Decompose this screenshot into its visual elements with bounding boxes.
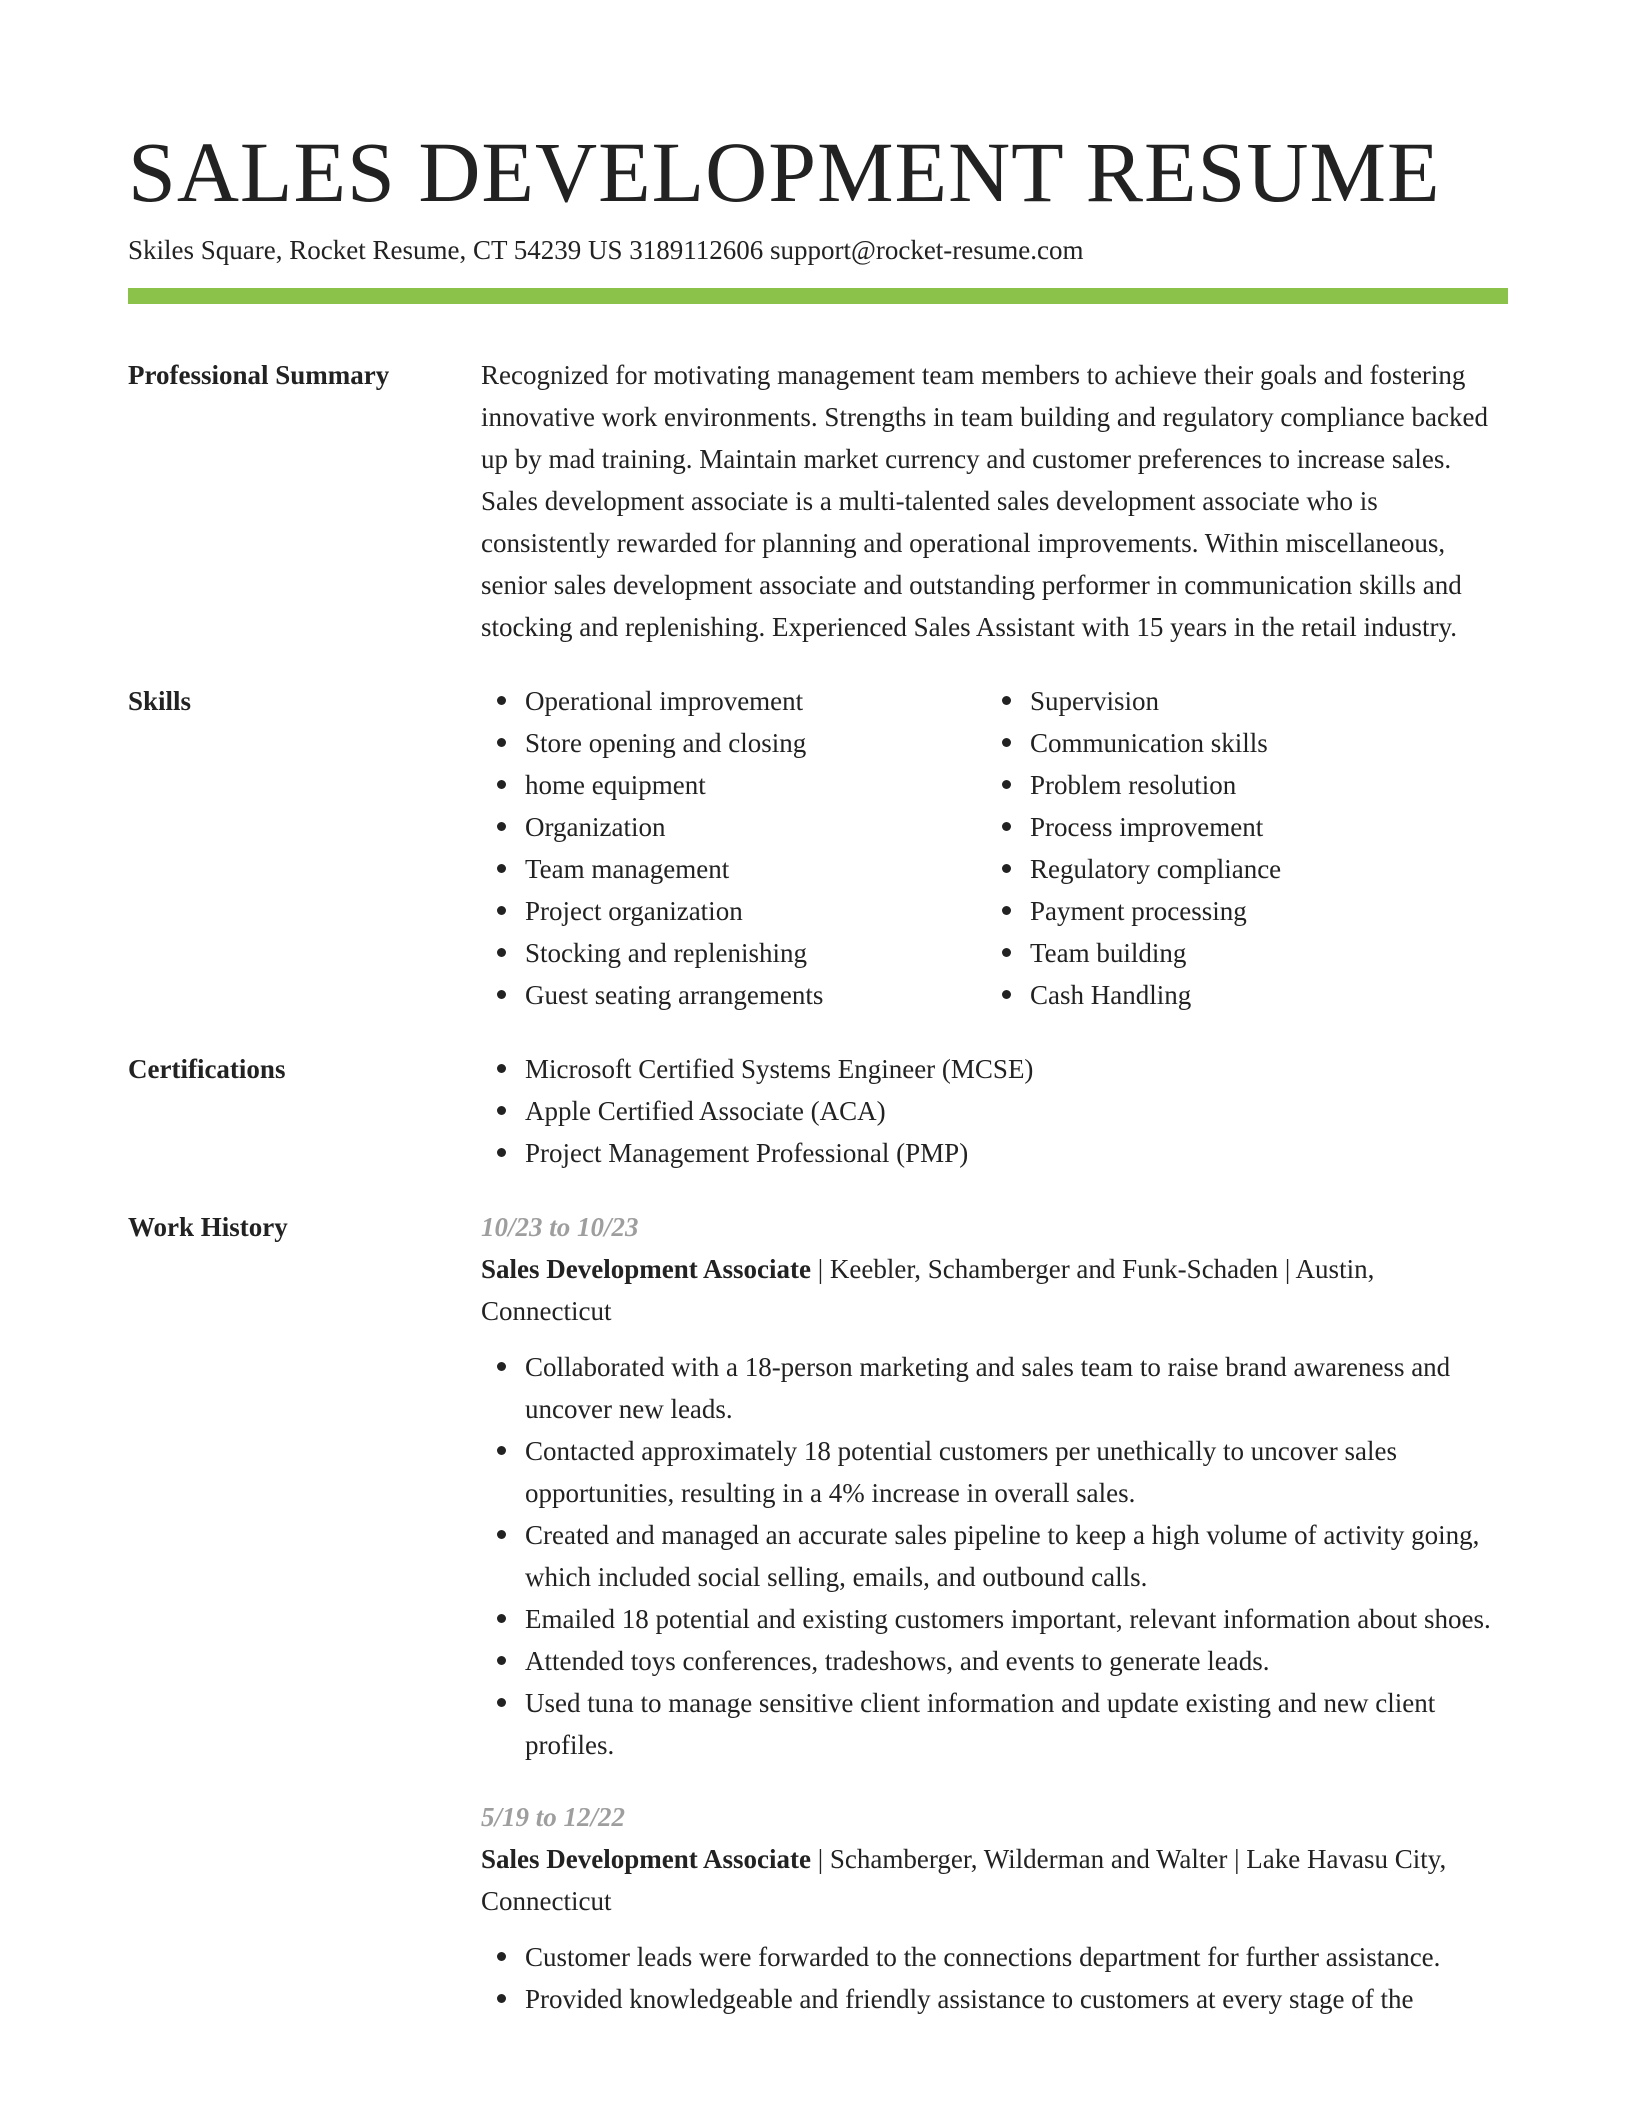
- job-bullet: Attended toys conferences, tradeshows, and events to generate leads.: [481, 1640, 1508, 1682]
- section-label-certifications: Certifications: [128, 1054, 286, 1084]
- certifications-list: [481, 1048, 1508, 1174]
- skill-item: Team building: [986, 932, 1491, 974]
- skill-item: Store opening and closing: [481, 722, 986, 764]
- job-heading: [481, 1838, 1508, 1922]
- section-label-skills: Skills: [128, 686, 192, 716]
- job-bullet: Contacted approximately 18 potential customers per unethically to uncover sales opportunities, resulting in a 4% increase in overall sales.: [481, 1430, 1508, 1514]
- skill-item: Team management: [481, 848, 986, 890]
- job-bullet: Provided knowledgeable and friendly assistance to customers at every stage of the: [481, 1978, 1508, 2020]
- section-label-work-history: Work History: [128, 1212, 288, 1242]
- job-bullet: Used tuna to manage sensitive client information and update existing and new client profiles.: [481, 1682, 1508, 1766]
- certification-item: Microsoft Certified Systems Engineer (MCSE): [481, 1048, 1508, 1090]
- work-history-section: [128, 1206, 1508, 2020]
- skill-item: Regulatory compliance: [986, 848, 1491, 890]
- skill-item: Cash Handling: [986, 974, 1491, 1016]
- resume-title: SALES DEVELOPMENT RESUME: [128, 124, 1441, 220]
- job-entry: [481, 1206, 1508, 1766]
- certification-item: Project Management Professional (PMP): [481, 1132, 1508, 1174]
- skill-item: Stocking and replenishing: [481, 932, 986, 974]
- skills-list-right: [986, 680, 1491, 1016]
- skills-section: [128, 680, 1508, 1016]
- certifications-section: [128, 1048, 1508, 1174]
- job-dates: 10/23 to 10/23: [481, 1212, 639, 1242]
- job-heading: [481, 1248, 1508, 1332]
- job-entry: [481, 1796, 1508, 2020]
- accent-divider: [128, 288, 1508, 304]
- skill-item: Organization: [481, 806, 986, 848]
- job-bullet-list: [481, 1936, 1508, 2020]
- contact-line: Skiles Square, Rocket Resume, CT 54239 US 3189112606 support@rocket-resume.com: [128, 235, 1084, 265]
- job-bullet: Created and managed an accurate sales pipeline to keep a high volume of activity going, which included social selling, emails, and outbound calls.: [481, 1514, 1508, 1598]
- certification-item: Apple Certified Associate (ACA): [481, 1090, 1508, 1132]
- skill-item: Problem resolution: [986, 764, 1491, 806]
- skill-item: home equipment: [481, 764, 986, 806]
- skill-item: Supervision: [986, 680, 1491, 722]
- job-bullet: Emailed 18 potential and existing customers important, relevant information about shoes.: [481, 1598, 1508, 1640]
- job-role: Sales Development Associate: [481, 1844, 811, 1874]
- skills-grid: [481, 680, 1508, 1016]
- job-role: Sales Development Associate: [481, 1254, 811, 1284]
- summary-text: Recognized for motivating management team members to achieve their goals and fostering innovative work environments. Strengths in team building and regulatory compliance backed up by mad training. Maintain market currency and customer preferences to increase sales. Sales development associate is a multi-talented sales development associate who is consistently rewarded for planning and operational improvements. Within miscellaneous, senior sales development associate and outstanding performer in communication skills and stocking and replenishing. Experienced Sales Assistant with 15 years in the retail industry.: [481, 360, 1488, 642]
- skill-item: Payment processing: [986, 890, 1491, 932]
- skill-item: Guest seating arrangements: [481, 974, 986, 1016]
- skill-item: Process improvement: [986, 806, 1491, 848]
- skill-item: Communication skills: [986, 722, 1491, 764]
- skill-item: Project organization: [481, 890, 986, 932]
- job-bullet: Customer leads were forwarded to the connections department for further assistance.: [481, 1936, 1508, 1978]
- skill-item: Operational improvement: [481, 680, 986, 722]
- job-dates: 5/19 to 12/22: [481, 1802, 626, 1832]
- job-company-location: | Schamberger, Wilderman and Walter | Lake Havasu City, Connecticut: [481, 1844, 1447, 1916]
- summary-section: [128, 354, 1508, 648]
- resume-page: [128, 0, 1508, 2020]
- job-company-location: | Keebler, Schamberger and Funk-Schaden | Austin, Connecticut: [481, 1254, 1375, 1326]
- skills-list-left: [481, 680, 986, 1016]
- job-bullet-list: [481, 1346, 1508, 1766]
- job-bullet: Collaborated with a 18-person marketing and sales team to raise brand awareness and uncover new leads.: [481, 1346, 1508, 1430]
- section-label-summary: Professional Summary: [128, 360, 390, 390]
